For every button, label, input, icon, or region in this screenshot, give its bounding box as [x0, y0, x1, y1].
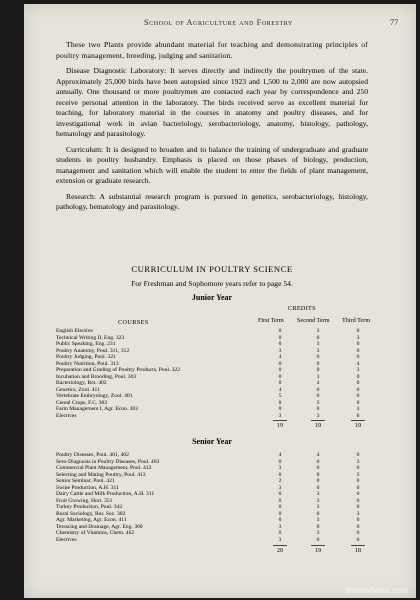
- senior-total-rule: [311, 545, 325, 546]
- second-term-credit: 0: [316, 393, 320, 399]
- first-term-credit: 4: [278, 452, 282, 458]
- course-name: Vertebrate Embryology, Zool. 401: [56, 393, 133, 399]
- course-name: Preparation and Grading of Poultry Products, Poul. 322: [56, 367, 181, 373]
- second-term-credit: 4: [316, 452, 320, 458]
- senior-total-rule: [351, 545, 365, 546]
- course-name: Poultry Nutrition, Poul. 313: [56, 360, 119, 367]
- second-term-credit: 3: [316, 328, 320, 334]
- third-term-credit: 4: [356, 360, 360, 367]
- second-term-credit: 3: [316, 517, 320, 523]
- second-term-credit: 0: [316, 334, 320, 341]
- junior-total-third: 19: [354, 422, 362, 429]
- second-term-credit: 3: [316, 491, 320, 497]
- second-term-credit: 3: [316, 497, 320, 504]
- intro-paragraph: Disease Diagnostic Laboratory: It serves directly and indirectly the poultrymen of the state. Approximately 25,000 birds have been autopsied since 1923 and 1,500 to 2,000 are now autopsied annually. One thousand or more poultrymen are contacted each year by correspondence and 250 receive personal attention in the laboratory. The birds received serve as excellent material for teaching, for laboratory material in the courses in anatomy and poultry diseases, and for investigational work in avian bacteriology, serobacteriology, anatomy, histology, pathology, hematology and parasitology.: [56, 66, 368, 138]
- second-term-credit: 0: [316, 406, 320, 412]
- intro-paragraph: Research: A substantial research program is pursued in genetics, serobacteriology, histology, pathology, hematology and parasitology.: [56, 191, 368, 211]
- first-term-header: First Term: [258, 317, 284, 324]
- third-term-credit: 3: [356, 406, 360, 412]
- first-term-credit: 3: [278, 536, 282, 543]
- first-term-credit: 0: [278, 510, 282, 517]
- course-name: English Elective: [56, 328, 93, 334]
- third-term-credit: 0: [356, 347, 360, 354]
- course-name: Poultry Anatomy, Poul. 311, 312: [56, 347, 130, 354]
- course-name: Commercial Plant Management, Poul. 412: [56, 465, 152, 471]
- second-term-credit: 0: [316, 367, 320, 373]
- course-name: Technical Writing II, Eng. 323: [56, 334, 125, 341]
- third-term-header: Third Term: [342, 317, 371, 324]
- first-term-credit: 0: [278, 530, 282, 536]
- second-term-credit: 0: [316, 465, 320, 471]
- second-term-credit: 0: [316, 471, 320, 478]
- first-term-credit: 3: [278, 465, 282, 471]
- third-term-credit: 3: [356, 367, 360, 373]
- junior-year-heading: Junior Year: [191, 293, 233, 302]
- credits-header: CREDITS: [288, 305, 316, 312]
- third-term-credit: 0: [356, 517, 360, 523]
- second-term-credit: 3: [316, 373, 320, 380]
- course-name: Cereal Crops, F.C. 302: [56, 399, 108, 406]
- junior-total-rule: [273, 420, 287, 421]
- third-term-credit: 0: [356, 523, 360, 530]
- third-term-credit: 0: [356, 328, 360, 334]
- first-term-credit: 5: [278, 393, 282, 399]
- second-term-credit: 3: [316, 530, 320, 536]
- course-name: Electives: [56, 536, 77, 543]
- first-term-credit: 0: [278, 406, 282, 412]
- second-term-credit: 0: [316, 484, 320, 491]
- second-term-header: Second Term: [297, 317, 330, 324]
- junior-year-table: [56, 328, 386, 419]
- course-name: Incubation and Brooding, Poul. 303: [56, 373, 137, 380]
- curriculum-subtitle: For Freshman and Sophomore years refer to page 54.: [131, 279, 293, 288]
- course-name: Public Speaking, Eng. 231: [56, 341, 116, 347]
- senior-total-first: 20: [276, 547, 284, 554]
- senior-year-table: [56, 452, 386, 543]
- course-name: Genetics, Zool. 411: [56, 386, 100, 393]
- curriculum-title: CURRICULUM IN POULTRY SCIENCE: [131, 264, 293, 274]
- second-term-credit: 0: [316, 478, 320, 484]
- junior-total-first: 19: [276, 422, 284, 429]
- course-name: Electives: [56, 412, 77, 419]
- third-term-credit: 0: [356, 373, 360, 380]
- second-term-credit: 0: [316, 523, 320, 530]
- first-term-credit: 0: [278, 497, 282, 504]
- first-term-credit: 0: [278, 471, 282, 478]
- first-term-credit: 3: [278, 347, 282, 354]
- course-name: Bacteriology, Bot. 402: [56, 380, 107, 386]
- first-term-credit: 0: [278, 341, 282, 347]
- table-row: [56, 413, 386, 420]
- first-term-credit: 3: [278, 523, 282, 530]
- third-term-credit: 0: [356, 452, 360, 458]
- intro-paragraph: These two Plants provide abundant material for teaching and demonstrating principles of poultry management, breeding, judging and sanitation.: [56, 40, 368, 60]
- first-term-credit: 0: [278, 399, 282, 406]
- third-term-credit: 0: [356, 465, 360, 471]
- course-name: Selecting and Mating Poultry, Poul. 413: [56, 471, 146, 478]
- course-name: Farm Management I, Agr. Econ. 303: [56, 406, 139, 412]
- third-term-credit: 3: [356, 458, 360, 465]
- first-term-credit: 0: [278, 504, 282, 510]
- third-term-credit: 0: [356, 504, 360, 510]
- third-term-credit: 0: [356, 354, 360, 360]
- intro-text: [56, 40, 368, 218]
- second-term-credit: 3: [316, 399, 320, 406]
- third-term-credit: 3: [356, 471, 360, 478]
- courses-header: COURSES: [118, 319, 149, 326]
- third-term-credit: 0: [356, 386, 360, 393]
- course-name: Terracing and Drainage, Agr. Eng. 360: [56, 523, 143, 530]
- course-name: Poultry Diseases, Poul. 401, 402: [56, 452, 129, 458]
- first-term-credit: 0: [278, 458, 282, 465]
- watermark-text: thewolfweb.com: [346, 586, 409, 595]
- third-term-credit: 0: [356, 393, 360, 399]
- senior-year-heading: Senior Year: [192, 437, 232, 446]
- first-term-credit: 0: [278, 367, 282, 373]
- third-term-credit: 0: [356, 484, 360, 491]
- running-title: School of Agriculture and Forestry: [144, 18, 293, 27]
- third-term-credit: 6: [356, 536, 360, 543]
- senior-total-rule: [273, 545, 287, 546]
- course-name: Chemistry of Vitamins, Chem. 462: [56, 530, 135, 536]
- second-term-credit: 3: [316, 504, 320, 510]
- course-name: Agr. Marketing, Agr. Econ. 411: [56, 517, 127, 523]
- table-row: [56, 537, 386, 544]
- course-name: Dairy Cattle and Milk Production, A.H. 311: [56, 491, 155, 497]
- third-term-credit: 3: [356, 334, 360, 341]
- first-term-credit: 3: [278, 484, 282, 491]
- second-term-credit: 0: [316, 386, 320, 393]
- first-term-credit: 3: [278, 412, 282, 419]
- first-term-credit: 0: [278, 491, 282, 497]
- second-term-credit: 4: [316, 380, 320, 386]
- third-term-credit: 0: [356, 491, 360, 497]
- second-term-credit: 3: [316, 341, 320, 347]
- junior-total-second: 19: [314, 422, 322, 429]
- third-term-credit: 0: [356, 530, 360, 536]
- first-term-credit: 0: [278, 380, 282, 386]
- junior-total-rule: [311, 420, 325, 421]
- course-name: Poultry Judging, Poul. 321: [56, 354, 116, 360]
- junior-total-rule: [351, 420, 365, 421]
- page-number: 77: [390, 18, 399, 27]
- senior-total-third: 18: [354, 547, 362, 554]
- third-term-credit: 3: [356, 510, 360, 517]
- second-term-credit: 0: [316, 354, 320, 360]
- intro-paragraph: Curriculum: It is designed to broaden and to balance the training of undergraduate and graduate students in poultry husbandry. Emphasis is placed on those phases of biology, production, management and sanitation which will enable the student to enter the fields of plant management, extension or graduate research.: [56, 144, 368, 185]
- first-term-credit: 0: [278, 517, 282, 523]
- course-name: Rural Sociology, Rur. Soc. 302: [56, 510, 126, 517]
- course-name: Senior Seminar, Poul. 421: [56, 478, 115, 484]
- second-term-credit: 0: [316, 510, 320, 517]
- third-term-credit: 0: [356, 497, 360, 504]
- course-name: Sero-Diagnosis in Poultry Diseases, Poul. 403: [56, 458, 160, 465]
- first-term-credit: 4: [278, 386, 282, 393]
- first-term-credit: 0: [278, 360, 282, 367]
- third-term-credit: 0: [356, 341, 360, 347]
- first-term-credit: 0: [278, 334, 282, 341]
- second-term-credit: 3: [316, 412, 320, 419]
- second-term-credit: 3: [316, 347, 320, 354]
- first-term-credit: 2: [278, 478, 282, 484]
- third-term-credit: 0: [356, 478, 360, 484]
- third-term-credit: 0: [356, 380, 360, 386]
- first-term-credit: 0: [278, 373, 282, 380]
- second-term-credit: 0: [316, 458, 320, 465]
- first-term-credit: 4: [278, 354, 282, 360]
- second-term-credit: 0: [316, 536, 320, 543]
- course-name: Turkey Production, Poul. 342: [56, 504, 123, 510]
- third-term-credit: 6: [356, 412, 360, 419]
- first-term-credit: 0: [278, 328, 282, 334]
- senior-total-second: 19: [314, 547, 322, 554]
- course-name: Swine Production, A.H. 311: [56, 484, 119, 491]
- second-term-credit: 0: [316, 360, 320, 367]
- third-term-credit: 0: [356, 399, 360, 406]
- course-name: Fruit Growing, Hort. 351: [56, 497, 113, 504]
